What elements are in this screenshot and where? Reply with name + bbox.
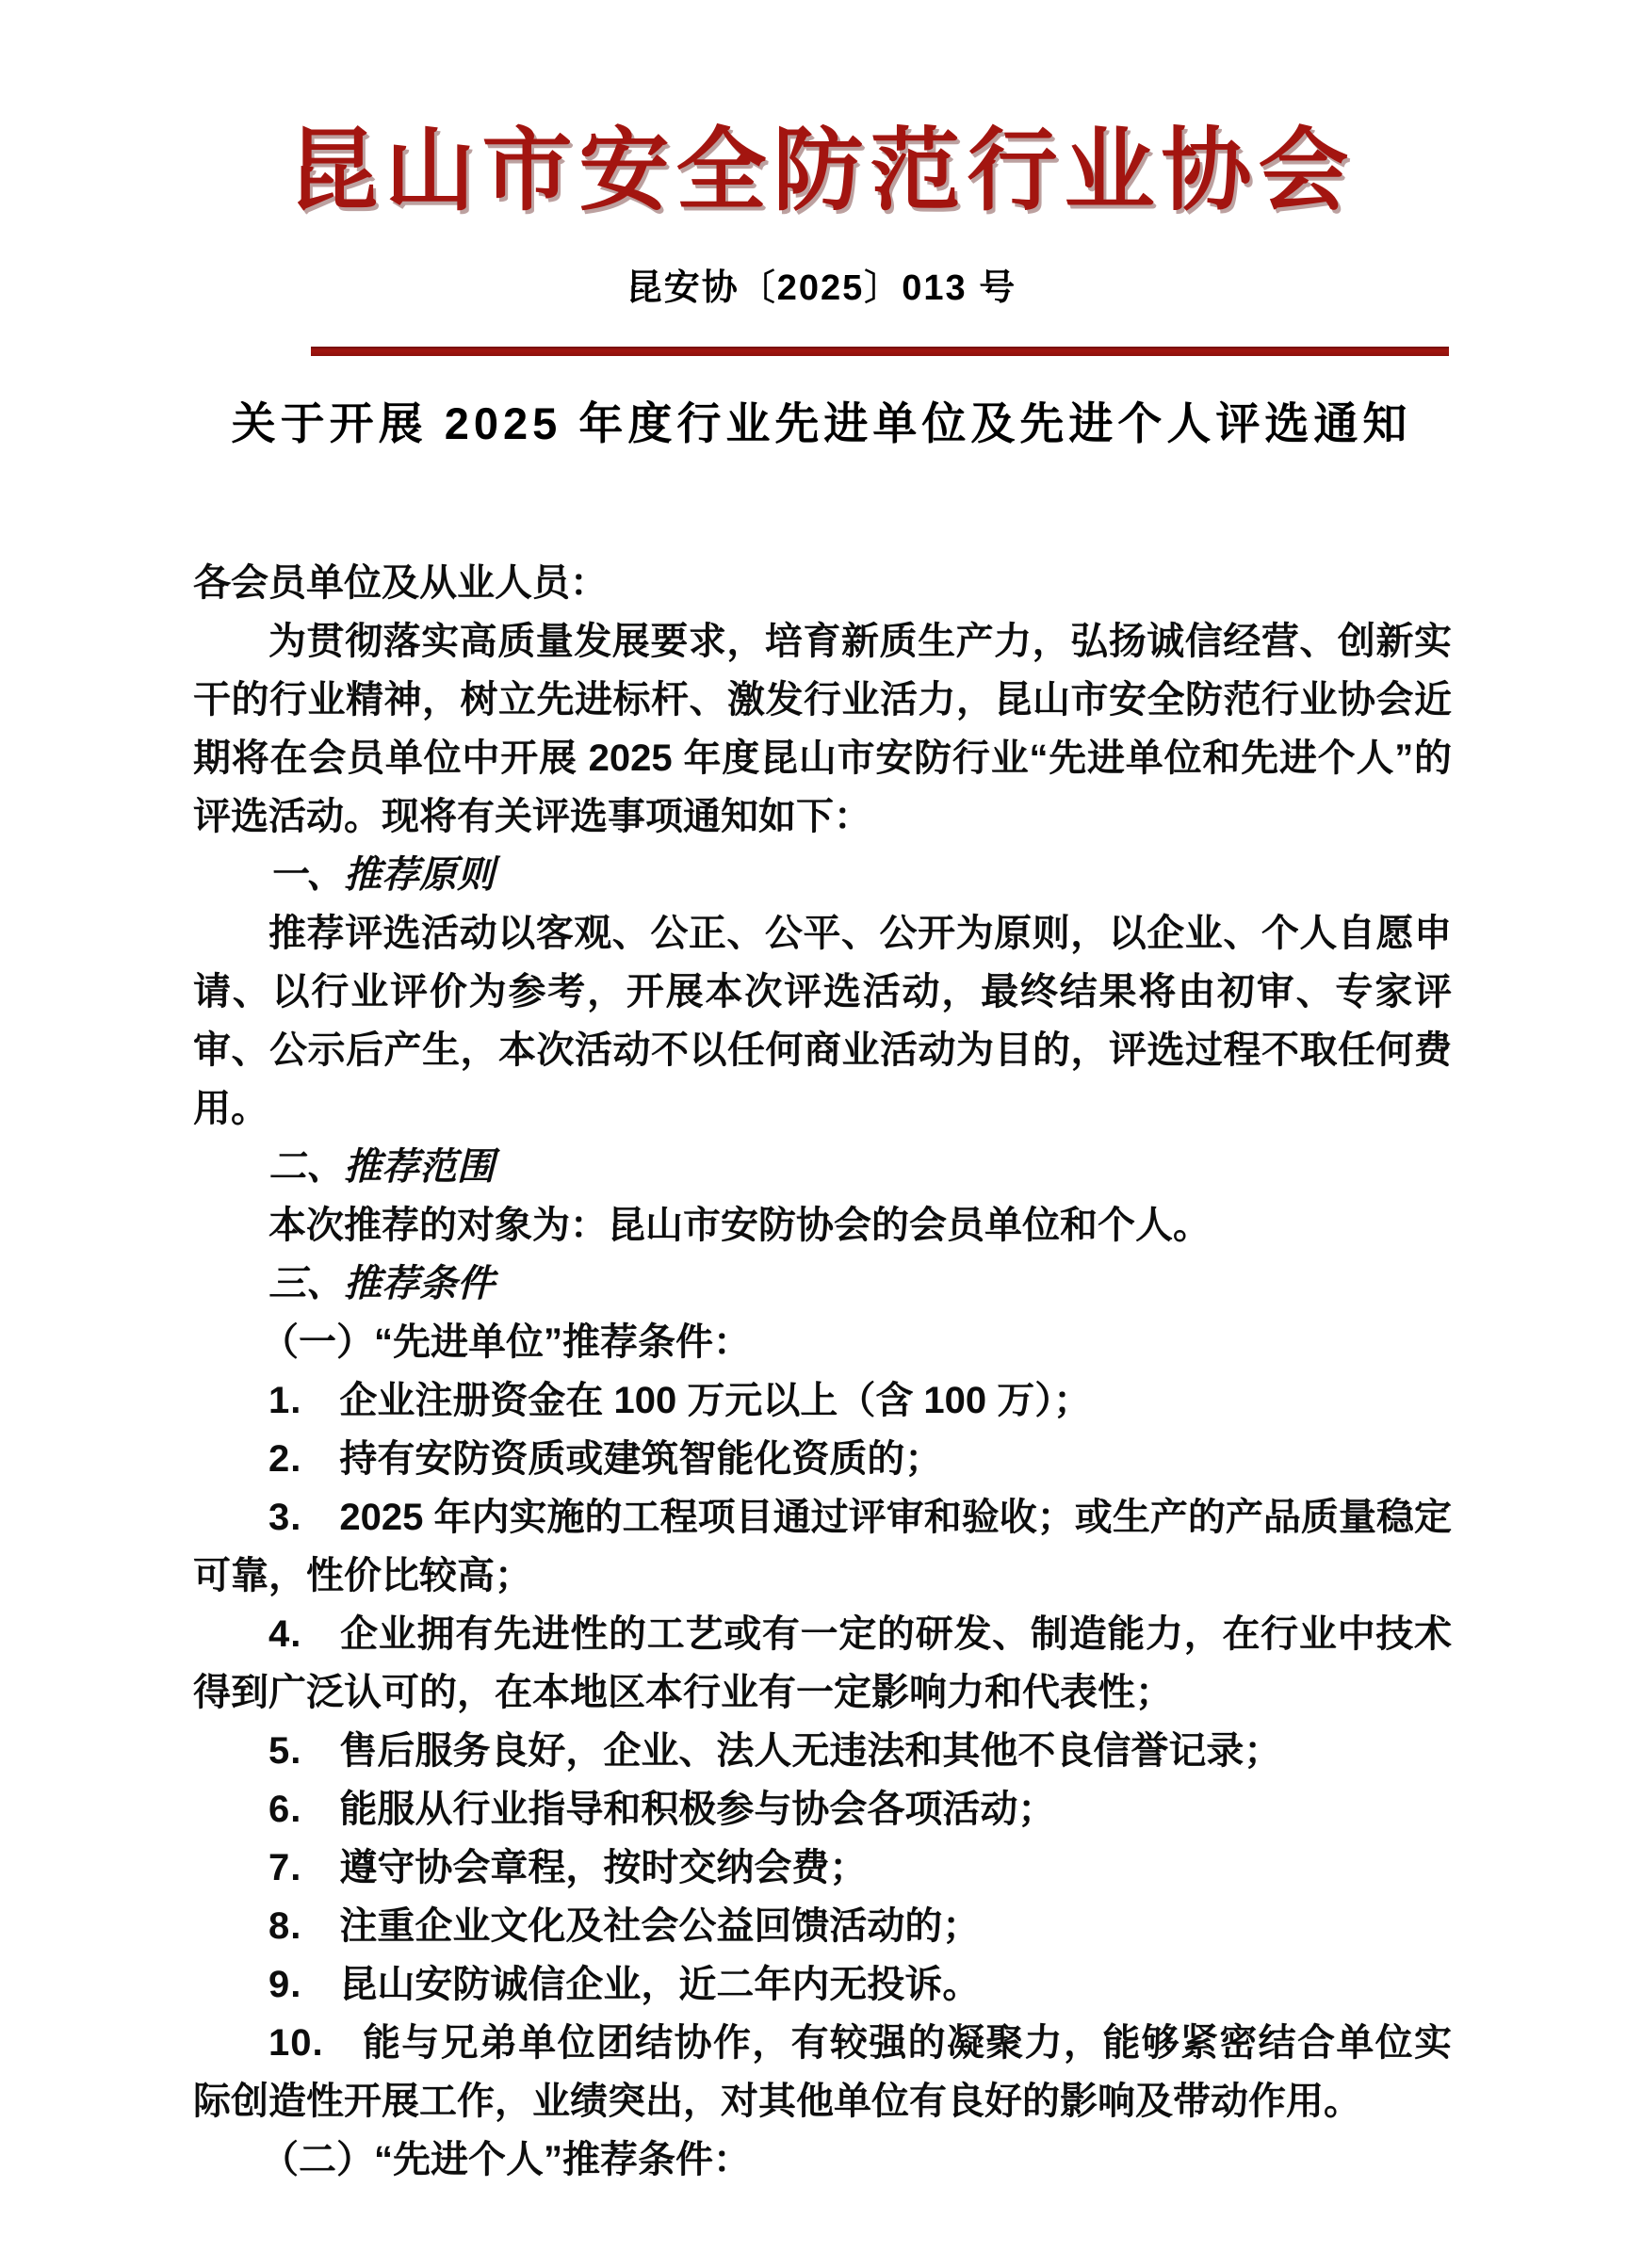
section-heading-3: 三、推荐条件 <box>268 1263 495 1304</box>
item-text: 昆山安防诚信企业，近二年内无投诉。 <box>339 1964 981 2005</box>
item-number: 2. <box>268 1438 302 1480</box>
item-number: 10. <box>268 2022 324 2064</box>
item-number: 6. <box>268 1789 302 1830</box>
intro-paragraph: 为贯彻落实高质量发展要求，培育新质生产力，弘扬诚信经营、创新实干的行业精神，树立先进标杆、激发行业活力，昆山市安全防范行业协会近期将在会员单位中开展 2025 年度昆山市安防行业“先进单位和先进个人”的评选活动。现将有关评选事项通知如下： <box>193 621 1452 837</box>
item-number: 9. <box>268 1964 302 2005</box>
list-item-3 <box>193 1488 1452 1605</box>
list-item-9 <box>193 1955 1452 2014</box>
list-item-2 <box>193 1430 1452 1488</box>
list-item-8 <box>193 1897 1452 1955</box>
item-text: 注重企业文化及社会公益回馈活动的； <box>339 1905 981 1947</box>
subsection-heading-unit: （一）“先进单位”推荐条件： <box>261 1321 751 1363</box>
item-text: 2025 年内实施的工程项目通过评审和验收；或生产的产品质量稳定可靠，性价比较高； <box>193 1497 1452 1596</box>
item-number: 5. <box>268 1730 302 1772</box>
item-text: 能与兄弟单位团结协作，有较强的凝聚力，能够紧密结合单位实际创造性开展工作，业绩突出，对其他单位有良好的影响及带动作用。 <box>193 2022 1452 2122</box>
red-divider-line <box>311 347 1449 356</box>
list-item-7 <box>193 1839 1452 1897</box>
item-number: 4. <box>268 1613 302 1655</box>
document-number: 昆安协〔2025〕013 号 <box>626 268 1017 308</box>
item-number: 3. <box>268 1497 302 1538</box>
section-heading-1: 一、推荐原则 <box>268 854 495 896</box>
section-2-paragraph: 本次推荐的对象为：昆山市安防协会的会员单位和个人。 <box>268 1205 1211 1246</box>
list-item-5 <box>193 1722 1452 1780</box>
document-title: 关于开展 2025 年度行业先进单位及先进个人评选通知 <box>231 398 1412 448</box>
section-1-paragraph: 推荐评选活动以客观、公正、公平、公开为原则，以企业、个人自愿申请、以行业评价为参考，开展本次评选活动，最终结果将由初审、专家评审、公示后产生，本次活动不以任何商业活动为目的，评选过程不取任何费用。 <box>193 913 1452 1129</box>
item-number: 8. <box>268 1905 302 1947</box>
salutation-line: 各会员单位及从业人员： <box>193 562 608 604</box>
item-text: 能服从行业指导和积极参与协会各项活动； <box>339 1789 1056 1830</box>
list-item-10 <box>193 2014 1452 2130</box>
item-text: 遵守协会章程，按时交纳会费； <box>339 1847 868 1888</box>
document-body <box>193 554 1452 2189</box>
section-heading-2: 二、推荐范围 <box>268 1146 495 1188</box>
list-item-4 <box>193 1605 1452 1722</box>
item-text: 企业拥有先进性的工艺或有一定的研发、制造能力，在行业中技术得到广泛认可的，在本地区本行业有一定影响力和代表性； <box>193 1613 1452 1713</box>
list-item-6 <box>193 1780 1452 1839</box>
item-text: 企业注册资金在 100 万元以上（含 100 万）； <box>339 1380 1092 1421</box>
item-text: 售后服务良好，企业、法人无违法和其他不良信誉记录； <box>339 1730 1282 1772</box>
item-number: 7. <box>268 1847 302 1888</box>
subsection-heading-person: （二）“先进个人”推荐条件： <box>261 2139 751 2180</box>
list-item-1 <box>193 1371 1452 1430</box>
item-number: 1. <box>268 1380 302 1421</box>
item-text: 持有安防资质或建筑智能化资质的； <box>339 1438 943 1480</box>
organization-title: 昆山市安全防范行业协会 <box>287 121 1356 221</box>
